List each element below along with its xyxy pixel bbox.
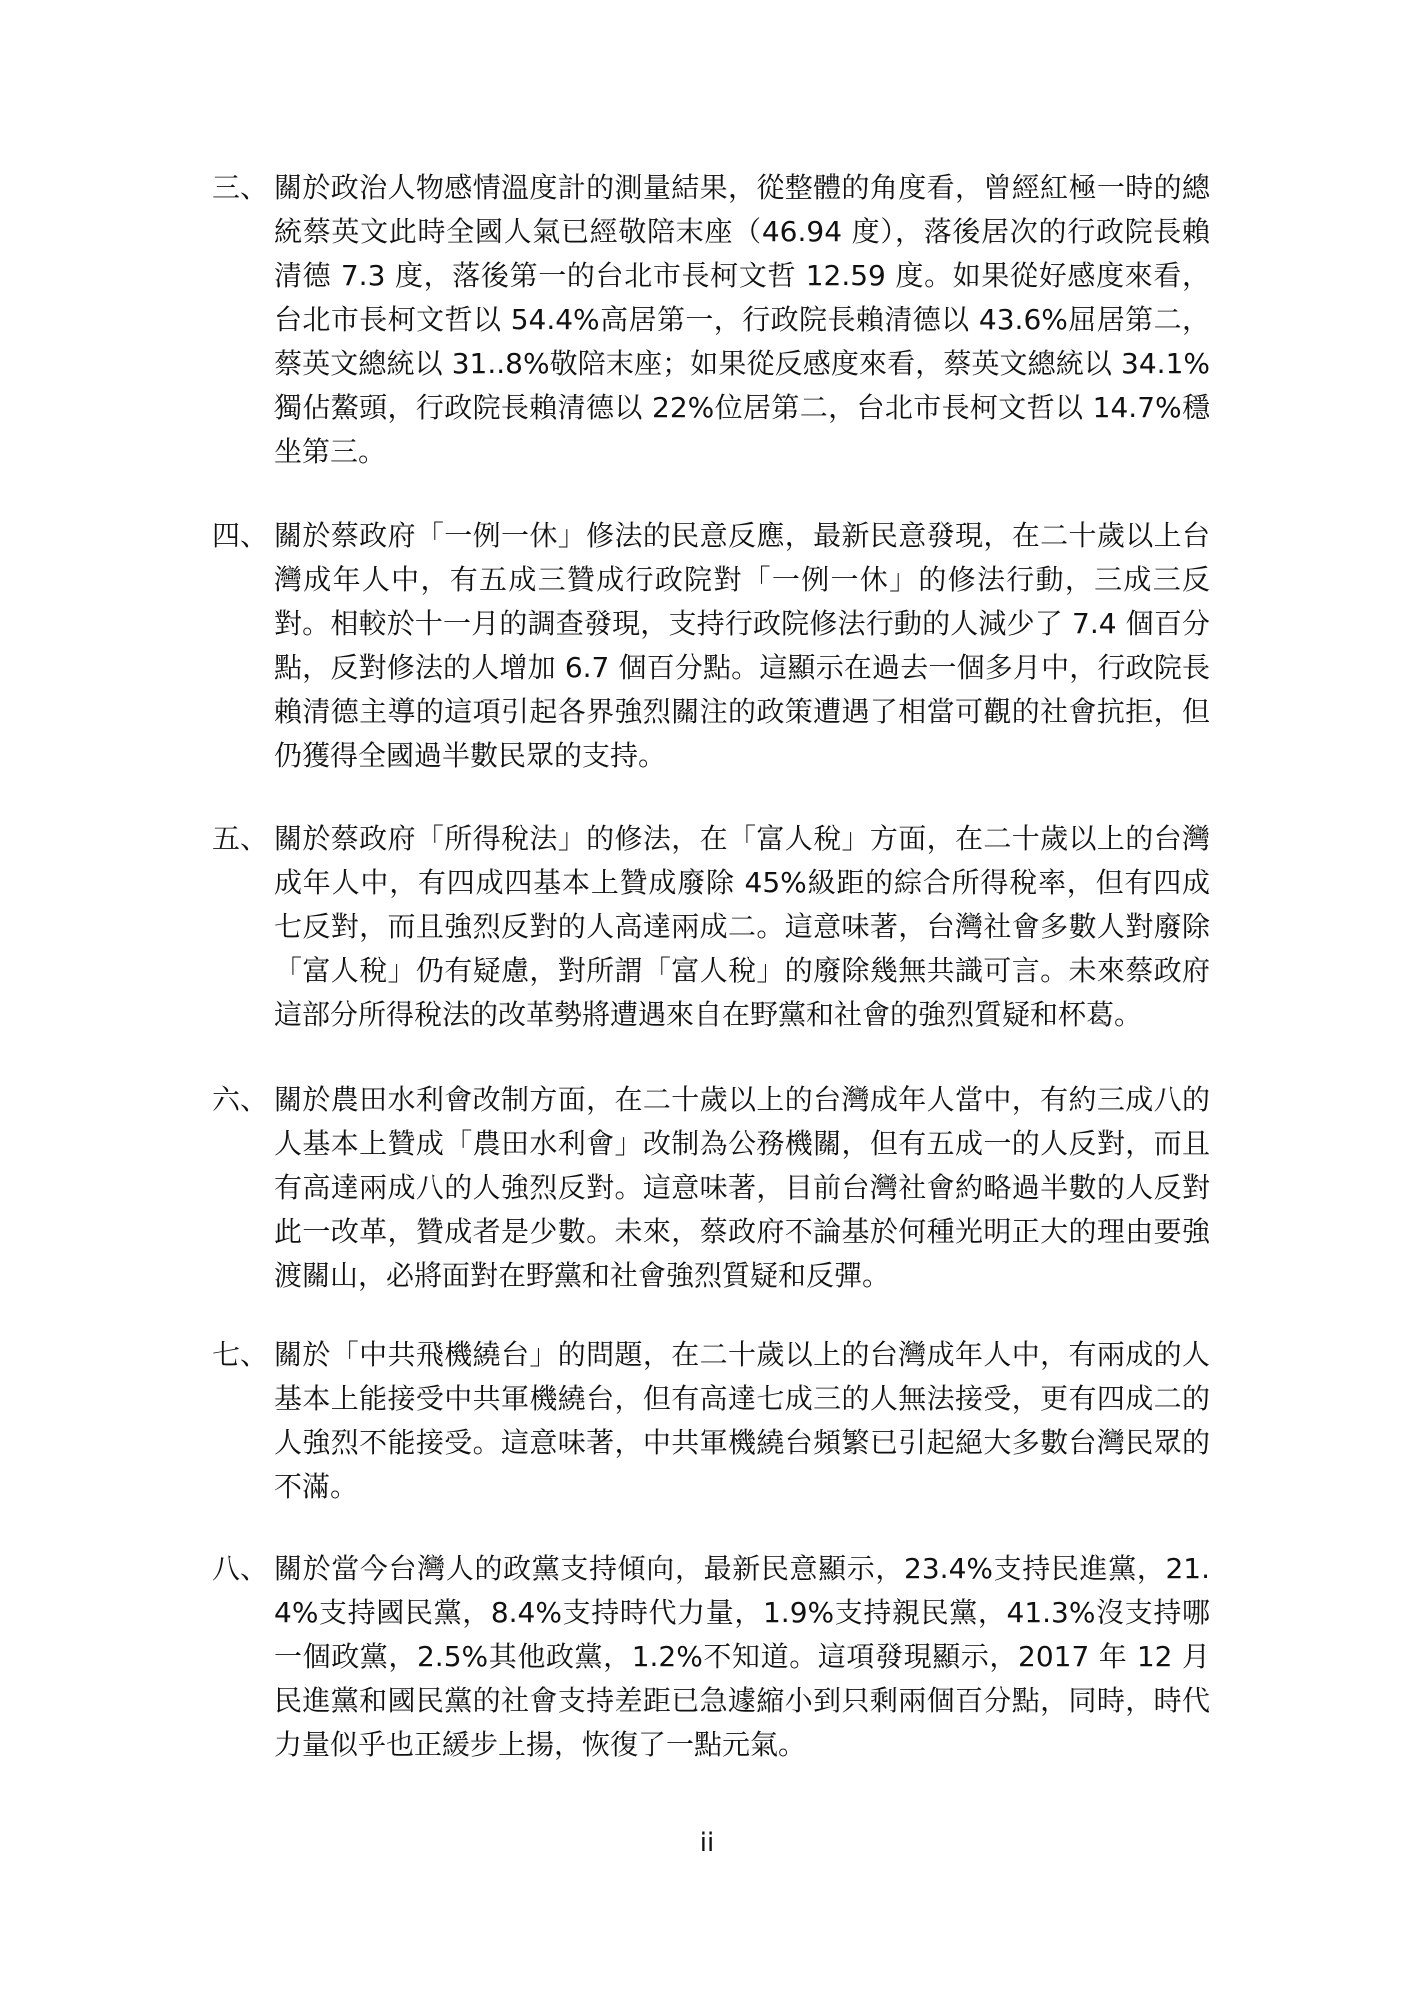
item-text: 關於蔡政府「所得稅法」的修法，在「富人稅」方面，在二十歲以上的台灣成年人中，有四成四基本上贊成廢除 45%級距的綜合所得稅率，但有四成七反對，而且強烈反對的人高達兩成二。這意味著，台灣社會多數人對廢除「富人稅」仍有疑慮，對所謂「富人稅」的廢除幾無共識可言。未來蔡政府這部分所得稅法的改革勢將遭遇來自在野黨和社會的強烈質疑和杯葛。 bbox=[274, 822, 1210, 1031]
item-text: 關於蔡政府「一例一休」修法的民意反應，最新民意發現，在二十歲以上台灣成年人中，有五成三贊成行政院對「一例一休」的修法行動，三成三反對。相較於十一月的調查發現，支持行政院修法行動的人減少了 7.4 個百分點，反對修法的人增加 6.7 個百分點。這顯示在過去一個多月中，行政院長賴清德主導的這項引起各界強烈關注的政策遭遇了相當可觀的社會抗拒，但仍獲得全國過半數民眾的支持。 bbox=[274, 519, 1210, 772]
item-text: 關於政治人物感情溫度計的測量結果，從整體的角度看，曾經紅極一時的總統蔡英文此時全國人氣已經敬陪末座（46.94 度），落後居次的行政院長賴清德 7.3 度，落後第一的台北市長柯文哲 12.59 度。如果從好感度來看，台北市長柯文哲以 54.4%高居第一，行政院長賴清德以 43.6%屈居第二，蔡英文總統以 31..8%敬陪末座；如果從反感度來看，蔡英文總統以 34.1%獨佔鰲頭，行政院長賴清德以 22%位居第二，台北市長柯文哲以 14.7%穩坐第三。 bbox=[274, 171, 1210, 468]
item-number: 六、 bbox=[212, 1083, 269, 1116]
list-item-3 bbox=[212, 166, 1212, 474]
list-item-5 bbox=[212, 817, 1212, 1037]
item-text: 關於「中共飛機繞台」的問題，在二十歲以上的台灣成年人中，有兩成的人基本上能接受中共軍機繞台，但有高達七成三的人無法接受，更有四成二的人強烈不能接受。這意味著，中共軍機繞台頻繁已引起絕大多數台灣民眾的不滿。 bbox=[274, 1338, 1210, 1503]
list-item-8 bbox=[212, 1547, 1212, 1767]
list-item-7 bbox=[212, 1333, 1212, 1509]
page-number: ii bbox=[699, 1828, 715, 1858]
item-number: 七、 bbox=[212, 1338, 269, 1371]
item-number: 四、 bbox=[212, 519, 269, 552]
item-number: 三、 bbox=[212, 171, 269, 204]
item-text: 關於農田水利會改制方面，在二十歲以上的台灣成年人當中，有約三成八的人基本上贊成「農田水利會」改制為公務機關，但有五成一的人反對，而且有高達兩成八的人強烈反對。這意味著，目前台灣社會約略過半數的人反對此一改革，贊成者是少數。未來，蔡政府不論基於何種光明正大的理由要強渡關山，必將面對在野黨和社會強烈質疑和反彈。 bbox=[274, 1083, 1210, 1292]
item-text: 關於當今台灣人的政黨支持傾向，最新民意顯示，23.4%支持民進黨，21.4%支持國民黨，8.4%支持時代力量，1.9%支持親民黨，41.3%沒支持哪一個政黨，2.5%其他政黨，1.2%不知道。這項發現顯示，2017 年 12 月民進黨和國民黨的社會支持差距已急遽縮小到只剩兩個百分點，同時，時代力量似乎也正緩步上揚，恢復了一點元氣。 bbox=[274, 1552, 1210, 1761]
list-item-6 bbox=[212, 1078, 1212, 1298]
item-number: 五、 bbox=[212, 822, 269, 855]
list-item-4 bbox=[212, 514, 1212, 778]
item-number: 八、 bbox=[212, 1552, 269, 1585]
